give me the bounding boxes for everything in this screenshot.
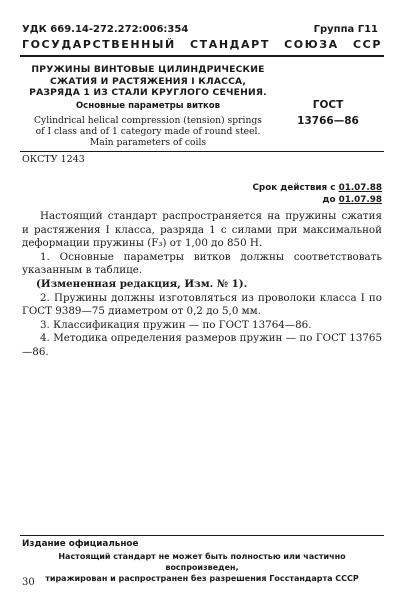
validity-to-prefix: до — [322, 195, 336, 205]
official-edition-label: Издание официальное — [22, 539, 139, 549]
validity-from-date: 01.07.88 — [338, 183, 382, 193]
group-code: Группа Г11 — [313, 24, 378, 35]
title-ru-subtitle: Основные параметры витков — [75, 100, 221, 111]
copyright-notice-line-2: тиражирован и распространен без разрешения Госстандарта СССР — [45, 574, 359, 583]
paragraph-item-2: 2. Пружины должны изготовляться из проволоки класса I по ГОСТ 9389—75 диаметром от 0,2 до 5,0 мм. — [22, 291, 382, 318]
paragraph-item-1: 1. Основные параметры витков должны соответствовать указанным в таблице. — [22, 250, 382, 277]
title-en-line-2: of I class and of 1 category made of round steel. — [35, 125, 261, 137]
okstu-code: ОКСТУ 1243 — [22, 154, 85, 165]
title-en-line-1: Cylindrical helical compression (tension) springs — [34, 114, 262, 126]
paragraph-intro: Настоящий стандарт распространяется на пружины сжатия и растяжения I класса, разряда 1 с силами при максимальной деформации пружины (F₃) от 1,00 до 850 Н. — [22, 210, 382, 250]
title-en-line-3: Main parameters of coils — [89, 136, 207, 148]
gost-number: 13766—86 — [297, 115, 359, 127]
title-rule — [20, 151, 384, 152]
validity-label: Срок действия — [252, 183, 328, 193]
header-rule — [20, 55, 384, 57]
validity-to-date: 01.07.98 — [338, 195, 382, 205]
page-number: 30 — [22, 577, 35, 588]
body-text — [22, 210, 382, 360]
copyright-notice — [22, 551, 382, 584]
paragraph-item-4: 4. Методика определения размеров пружин — по ГОСТ 13765—86. — [22, 332, 382, 358]
standard-banner: ГОСУДАРСТВЕННЫЙ СТАНДАРТ СОЮЗА ССР — [22, 38, 382, 51]
footer-rule — [20, 535, 384, 536]
copyright-notice-line-1: Настоящий стандарт не может быть полностью или частично воспроизведен, — [58, 552, 346, 572]
udk-code: УДК 669.14-272.272:006:354 — [22, 24, 189, 35]
title-ru-line-1: ПРУЖИНЫ ВИНТОВЫЕ ЦИЛИНДРИЧЕСКИЕ — [31, 64, 265, 75]
paragraph-item-3: 3. Классификация пружин — по ГОСТ 13764—86. — [40, 318, 312, 331]
validity-from-prefix: с — [330, 183, 336, 193]
validity-period — [252, 182, 382, 206]
title-ru-line-2: СЖАТИЯ И РАСТЯЖЕНИЯ I КЛАССА, — [49, 75, 247, 87]
gost-designation — [285, 97, 371, 129]
title-ru-line-3: РАЗРЯДА 1 ИЗ СТАЛИ КРУГЛОГО СЕЧЕНИЯ. — [29, 87, 267, 98]
paragraph-revision-note: (Измененная редакция, Изм. № 1). — [36, 277, 248, 290]
title-block — [24, 64, 272, 148]
gost-label: ГОСТ — [312, 99, 344, 111]
